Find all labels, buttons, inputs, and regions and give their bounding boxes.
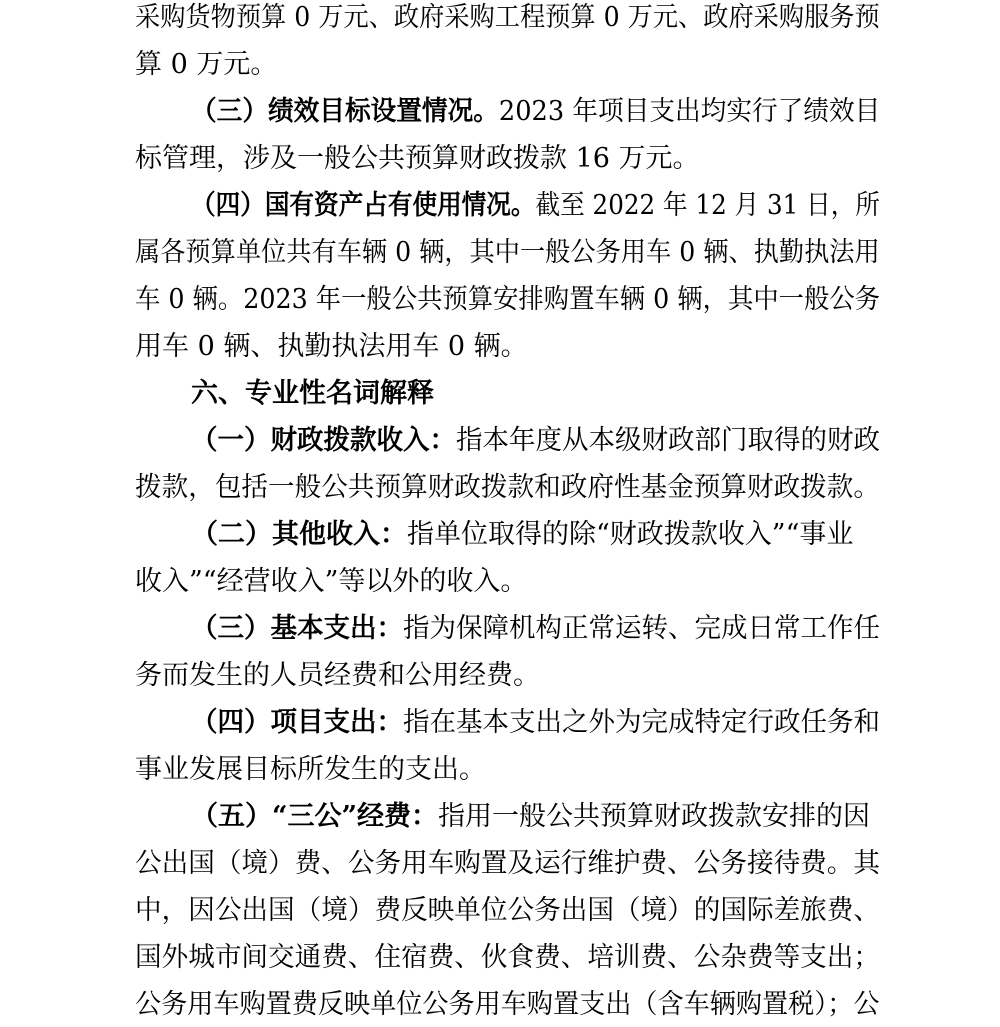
section-heading-text: 六、专业性名词解释 [191,378,434,409]
line-text: 事业发展目标所发生的支出。 [135,754,486,785]
line-text: 算 0 万元。 [135,49,278,80]
text-line [135,983,880,1027]
term-label: （四）项目支出： [191,707,403,738]
subheading: （三）绩效目标设置情况。 [191,96,499,127]
text-line [135,560,527,604]
text-line [191,184,880,228]
text-line [135,936,880,980]
text-line [191,513,853,557]
line-text: 务而发生的人员经费和公用经费。 [135,660,540,691]
line-text: 指本年度从本级财政部门取得的财政 [456,425,880,456]
section-heading [191,372,434,416]
line-text: 指单位取得的除“财政拨款收入”“事业 [407,519,854,550]
term-label: （五）“三公”经费： [191,801,439,832]
subheading: （四）国有资产占有使用情况。 [191,190,536,221]
term-label: （三）基本支出： [191,613,403,644]
term-label: （一）财政拨款收入： [191,425,456,456]
text-line [135,889,880,933]
text-line [135,231,880,275]
line-text: 截至 2022 年 12 月 31 日，所 [535,190,880,221]
text-line [135,0,880,40]
line-text: 中，因公出国（境）费反映单位公务出国（境）的国际差旅费、 [135,895,880,926]
text-line [135,325,528,369]
text-line [135,748,486,792]
line-text: 车 0 辆。2023 年一般公共预算安排购置车辆 0 辆，其中一般公务 [135,284,880,315]
line-text: 用车 0 辆、执勤执法用车 0 辆。 [135,331,528,362]
line-text: 指为保障机构正常运转、完成日常工作任 [403,613,880,644]
line-text: 标管理，涉及一般公共预算财政拨款 16 万元。 [135,143,700,174]
line-text: 国外城市间交通费、住宿费、伙食费、培训费、公杂费等支出； [135,942,880,973]
line-text: 属各预算单位共有车辆 0 辆，其中一般公务用车 0 辆、执勤执法用 [135,237,880,268]
text-line [135,654,540,698]
line-text: 指在基本支出之外为完成特定行政任务和 [403,707,880,738]
text-line [191,90,880,134]
text-line [135,137,700,181]
line-text: 收入”“经营收入”等以外的收入。 [135,566,528,597]
line-text: 公务用车购置费反映单位公务用车购置支出（含车辆购置税）；公 [135,989,880,1020]
text-line [135,43,277,87]
text-line [191,607,880,651]
text-line [135,842,880,886]
text-line [135,466,880,510]
line-text: 采购货物预算 0 万元、政府采购工程预算 0 万元、政府采购服务预 [135,2,880,33]
line-text: 指用一般公共预算财政拨款安排的因 [438,801,871,832]
line-text: 拨款，包括一般公共预算财政拨款和政府性基金预算财政拨款。 [135,472,880,503]
text-line [135,278,880,322]
text-line [191,701,880,745]
line-text: 公出国（境）费、公务用车购置及运行维护费、公务接待费。其 [135,848,880,879]
term-label: （二）其他收入： [191,519,407,550]
text-line [191,419,880,463]
line-text: 2023 年项目支出均实行了绩效目 [498,96,881,127]
text-line [191,795,870,839]
